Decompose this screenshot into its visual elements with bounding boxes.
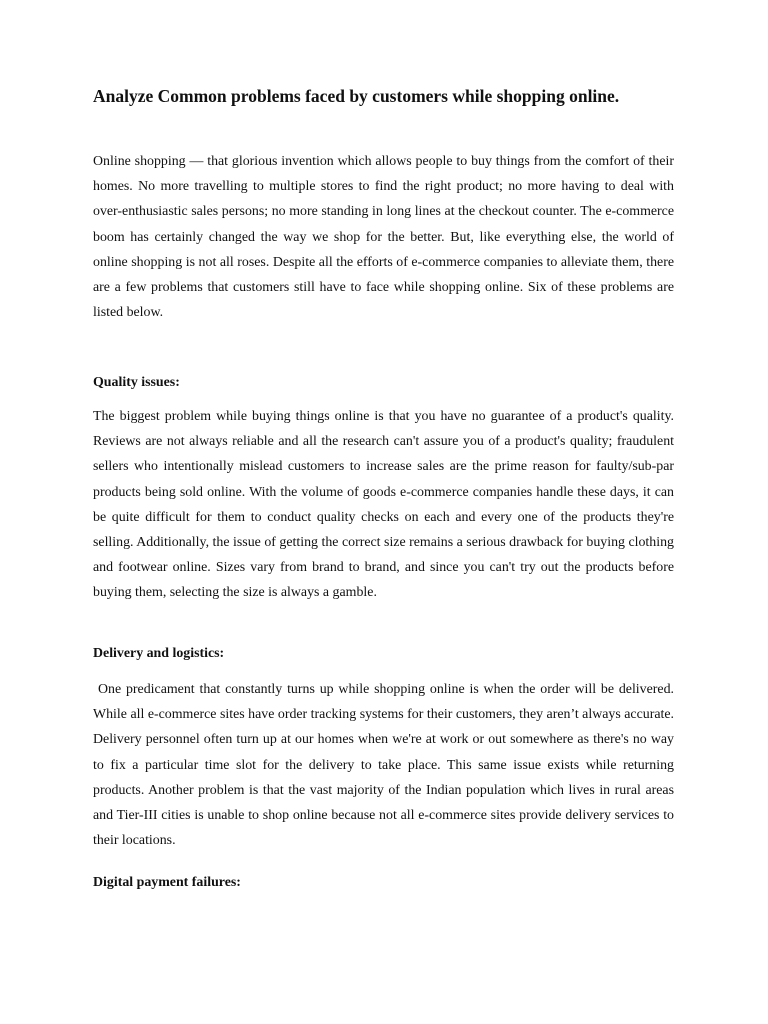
section-heading-quality: Quality issues:	[93, 375, 180, 390]
section-heading-delivery: Delivery and logistics:	[93, 646, 225, 661]
intro-paragraph: Online shopping — that glorious invention which allows people to buy things from the comfort of their homes. No more travelling to multiple stores to find the right product; no more having to deal with over-enthusiastic sales persons; no more standing in long lines at the checkout counter. The e-commerce boom has certainly changed the way we shop for the better. But, like everything else, the world of online shopping is not all roses. Despite all the efforts of e-commerce companies to alleviate them, there are a few problems that customers still have to face while shopping online. Six of these problems are listed below.	[93, 154, 674, 321]
section-body-delivery: One predicament that constantly turns up while shopping online is when the order will be delivered. While all e-commerce sites have order tracking systems for their customers, they aren’t always accurate. Delivery personnel often turn up at our homes when we're at work or out somewhere as there's no way to fix a particular time slot for the delivery to take place. This same issue exists while returning products. Another problem is that the vast majority of the Indian population which lives in rural areas and Tier-III cities is unable to shop online because not all e-commerce sites provide delivery services to their locations.	[93, 682, 674, 849]
document-title: Analyze Common problems faced by customers while shopping online.	[93, 86, 620, 106]
section-heading-payment: Digital payment failures:	[93, 875, 241, 890]
section-body-quality: The biggest problem while buying things online is that you have no guarantee of a product's quality. Reviews are not always reliable and all the research can't assure you of a product's quality; fraudulent sellers who intentionally mislead customers to increase sales are the prime reason for faulty/sub-par products being sold online. With the volume of goods e-commerce companies handle these days, it can be quite difficult for them to conduct quality checks on each and every one of the products they're selling. Additionally, the issue of getting the correct size remains a serious drawback for buying clothing and footwear online. Sizes vary from brand to brand, and since you can't try out the products before buying them, selecting the size is always a gamble.	[93, 409, 674, 601]
